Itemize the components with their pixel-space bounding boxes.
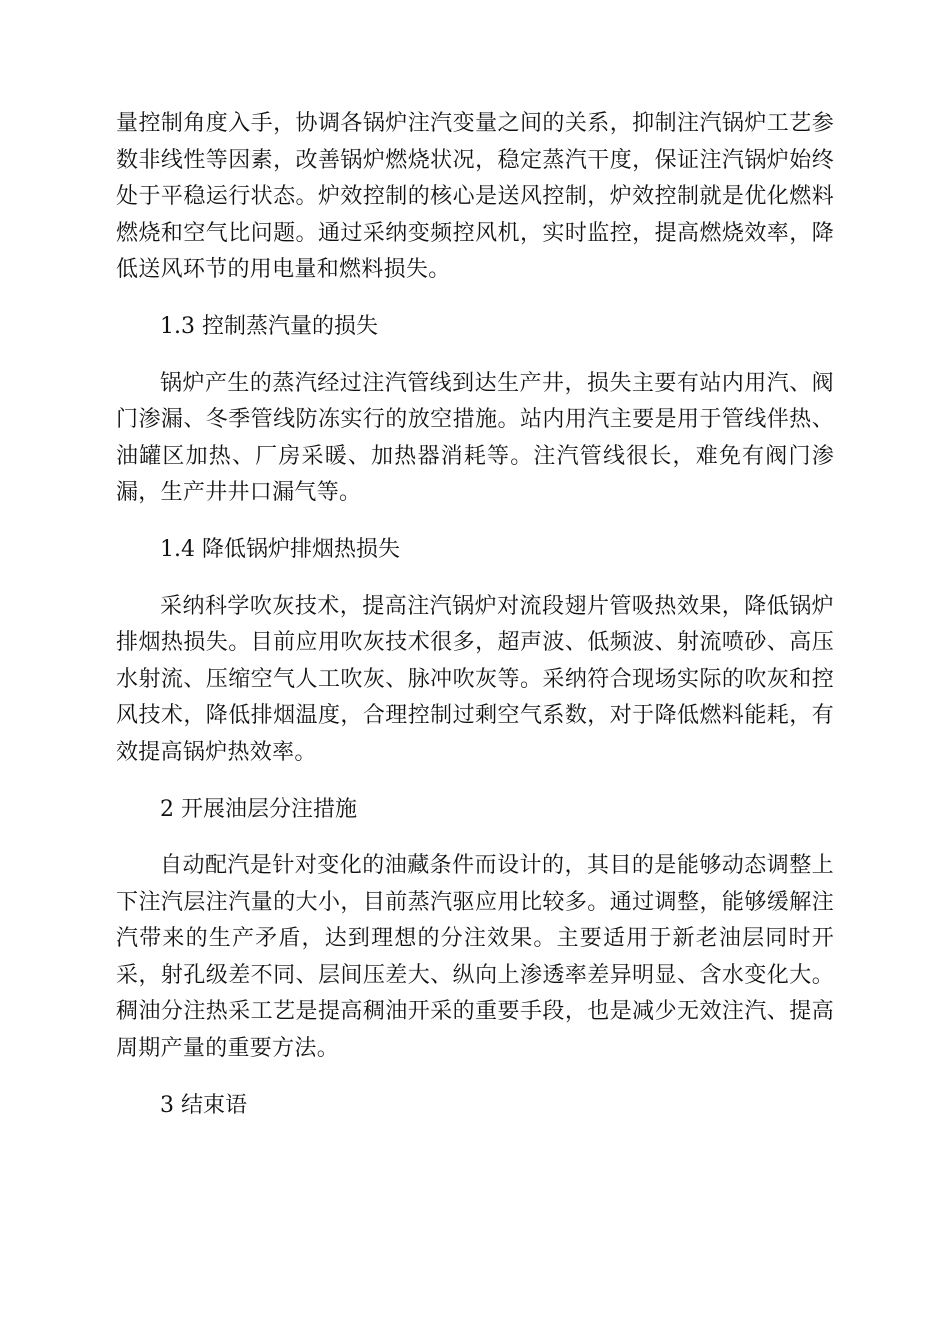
spacer (116, 1068, 834, 1088)
spacer (116, 828, 834, 848)
spacer (116, 346, 834, 366)
section-heading-1-3: 1.3 控制蒸汽量的损失 (160, 313, 378, 339)
section-heading-3: 3 结束语 (160, 1092, 247, 1118)
spacer (116, 289, 834, 309)
document-page (116, 106, 834, 1124)
spacer (116, 512, 834, 532)
paragraph-soot-blowing: 采纳科学吹灰技术，提高注汽锅炉对流段翅片管吸热效果，降低锅炉排烟热损失。目前应用吹灰技术很多，超声波、低频波、射流喷砂、高压水射流、压缩空气人工吹灰、脉冲吹灰等。采纳符合现场实际的吹灰和控风技术，降低排烟温度，合理控制过剩空气系数，对于降低燃料能耗，有效提高锅炉热效率。 (116, 593, 834, 765)
paragraph-separate-injection: 自动配汽是针对变化的油藏条件而设计的，其目的是能够动态调整上下注汽层注汽量的大小，目前蒸汽驱应用比较多。通过调整，能够缓解注汽带来的生产矛盾，达到理想的分注效果。主要适用于新老油层同时开采，射孔级差不同、层间压差大、纵向上渗透率差异明显、含水变化大。稠油分注热采工艺是提高稠油开采的重要手段，也是减少无效注汽、提高周期产量的重要方法。 (116, 853, 834, 1062)
spacer (116, 772, 834, 792)
paragraph-boiler-control: 量控制角度入手，协调各锅炉注汽变量之间的关系，抑制注汽锅炉工艺参数非线性等因素，改善锅炉燃烧状况，稳定蒸汽干度，保证注汽锅炉始终处于平稳运行状态。炉效控制的核心是送风控制，炉效控制就是优化燃料燃烧和空气比问题。通过采纳变频控风机，实时监控，提高燃烧效率，降低送风环节的用电量和燃料损失。 (116, 111, 834, 283)
spacer (116, 569, 834, 589)
section-heading-1-4: 1.4 降低锅炉排烟热损失 (160, 536, 400, 562)
section-heading-2: 2 开展油层分注措施 (160, 796, 357, 822)
paragraph-steam-loss: 锅炉产生的蒸汽经过注汽管线到达生产井，损失主要有站内用汽、阀门渗漏、冬季管线防冻实行的放空措施。站内用汽主要是用于管线伴热、油罐区加热、厂房采暖、加热器消耗等。注汽管线很长，难免有阀门渗漏，生产井井口漏气等。 (116, 370, 834, 506)
